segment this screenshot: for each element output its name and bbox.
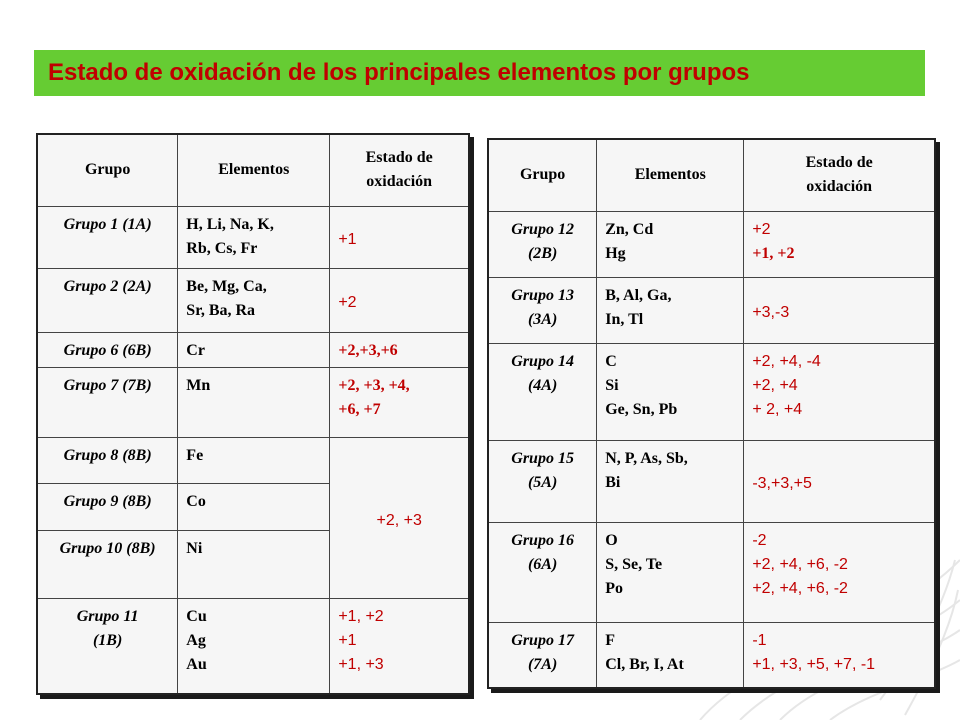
table-row bbox=[37, 367, 469, 437]
oxidation-table-right bbox=[487, 138, 936, 689]
group-cell: Grupo 8 (8B) bbox=[37, 437, 178, 483]
oxidation-cell: +2 bbox=[330, 268, 469, 332]
group-cell: Grupo 12 (2B) bbox=[488, 211, 597, 277]
header-elementos: Elementos bbox=[597, 139, 744, 211]
elements-cell: Zn, Cd Hg bbox=[597, 211, 744, 277]
group-cell: Grupo 9 (8B) bbox=[37, 483, 178, 530]
elements-cell: F Cl, Br, I, At bbox=[597, 622, 744, 688]
table-row bbox=[488, 343, 935, 440]
table-header-row bbox=[37, 134, 469, 206]
table-row bbox=[37, 268, 469, 332]
elements-cell: Be, Mg, Ca, Sr, Ba, Ra bbox=[178, 268, 330, 332]
table-row bbox=[488, 440, 935, 522]
table-row bbox=[37, 437, 469, 483]
table-row bbox=[488, 211, 935, 277]
table-row bbox=[37, 206, 469, 268]
oxidation-cell: +2, +3 bbox=[330, 437, 469, 598]
group-cell: Grupo 13 (3A) bbox=[488, 277, 597, 343]
elements-cell: Cr bbox=[178, 332, 330, 367]
table-row bbox=[37, 332, 469, 367]
oxidation-cell: -2 +2, +4, +6, -2 +2, +4, +6, -2 bbox=[744, 522, 935, 622]
header-grupo: Grupo bbox=[37, 134, 178, 206]
header-elementos: Elementos bbox=[178, 134, 330, 206]
table-row bbox=[37, 598, 469, 694]
group-cell: Grupo 1 (1A) bbox=[37, 206, 178, 268]
header-estado: Estado de oxidación bbox=[744, 139, 935, 211]
group-cell: Grupo 2 (2A) bbox=[37, 268, 178, 332]
group-cell: Grupo 11 (1B) bbox=[37, 598, 178, 694]
table-row bbox=[488, 277, 935, 343]
table-row bbox=[488, 622, 935, 688]
elements-cell: Fe bbox=[178, 437, 330, 483]
elements-cell: H, Li, Na, K, Rb, Cs, Fr bbox=[178, 206, 330, 268]
oxidation-cell: +2, +3, +4, +6, +7 bbox=[330, 367, 469, 437]
group-cell: Grupo 16 (6A) bbox=[488, 522, 597, 622]
group-cell: Grupo 14 (4A) bbox=[488, 343, 597, 440]
elements-cell: Co bbox=[178, 483, 330, 530]
title-banner bbox=[34, 50, 925, 96]
oxidation-cell: +2,+3,+6 bbox=[330, 332, 469, 367]
group-cell: Grupo 15 (5A) bbox=[488, 440, 597, 522]
oxidation-cell: +1, +2 +1 +1, +3 bbox=[330, 598, 469, 694]
page-title: Estado de oxidación de los principales elementos por grupos bbox=[48, 59, 750, 86]
oxidation-cell: +2 +1, +2 bbox=[744, 211, 935, 277]
oxidation-cell: -1 +1, +3, +5, +7, -1 bbox=[744, 622, 935, 688]
group-cell: Grupo 17 (7A) bbox=[488, 622, 597, 688]
elements-cell: C Si Ge, Sn, Pb bbox=[597, 343, 744, 440]
table-row bbox=[488, 522, 935, 622]
elements-cell: Ni bbox=[178, 530, 330, 598]
header-grupo: Grupo bbox=[488, 139, 597, 211]
elements-cell: N, P, As, Sb, Bi bbox=[597, 440, 744, 522]
elements-cell: B, Al, Ga, In, Tl bbox=[597, 277, 744, 343]
group-cell: Grupo 7 (7B) bbox=[37, 367, 178, 437]
table-header-row bbox=[488, 139, 935, 211]
oxidation-table-left bbox=[36, 133, 470, 695]
elements-cell: O S, Se, Te Po bbox=[597, 522, 744, 622]
header-estado: Estado de oxidación bbox=[330, 134, 469, 206]
elements-cell: Cu Ag Au bbox=[178, 598, 330, 694]
elements-cell: Mn bbox=[178, 367, 330, 437]
oxidation-cell: +2, +4, -4 +2, +4 + 2, +4 bbox=[744, 343, 935, 440]
group-cell: Grupo 10 (8B) bbox=[37, 530, 178, 598]
oxidation-cell: +1 bbox=[330, 206, 469, 268]
oxidation-cell: +3,-3 bbox=[744, 277, 935, 343]
group-cell: Grupo 6 (6B) bbox=[37, 332, 178, 367]
oxidation-cell: -3,+3,+5 bbox=[744, 440, 935, 522]
